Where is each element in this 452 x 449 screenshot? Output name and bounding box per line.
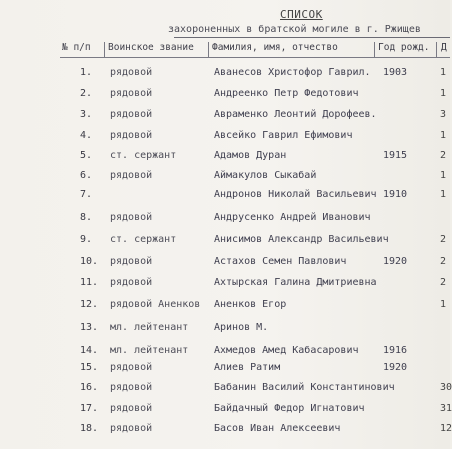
row-extra: 3 [440,109,447,120]
row-number: 12. [80,299,99,310]
row-rank: мл. лейтенант [110,345,189,356]
table-row [0,403,450,417]
row-name: Алиев Ратим [214,362,281,373]
row-extra: 1 [440,88,447,99]
table-row [0,299,450,313]
row-number: 15. [80,362,99,373]
row-name: Аненков Егор [214,299,287,310]
row-birth-year: 1920 [383,256,408,267]
row-number: 7. [80,189,93,200]
row-birth-year: 1916 [383,345,408,356]
table-row [0,345,450,359]
table-row [0,423,450,437]
row-name: Авсейко Гаврил Ефимович [214,130,353,141]
row-rank: ст. сержант [110,150,177,161]
row-number: 16. [80,382,99,393]
row-birth-year: 1903 [383,67,408,78]
header-rule [60,57,450,58]
row-number: 17. [80,403,99,414]
row-name: Басов Иван Алексеевич [214,423,341,434]
row-extra: 2 [440,234,447,245]
row-extra: 31 [440,403,452,414]
row-number: 3. [80,109,93,120]
column-header-num: № п/п [62,42,91,53]
row-name: Ахтырская Галина Дмитриевна [214,277,377,288]
column-header-rank: Воинское звание [108,42,194,53]
row-extra: 1 [440,189,447,200]
row-name: Адамов Дуран [214,150,287,161]
row-extra: 2 [440,256,447,267]
table-row [0,189,450,203]
row-name: Байдачный Федор Игнатович [214,403,365,414]
column-divider [436,42,437,58]
table-row [0,88,450,102]
column-header-name: Фамилия, имя, отчество [212,42,338,53]
row-rank: рядовой [110,423,153,434]
row-number: 10. [80,256,99,267]
row-name: Андронов Николай Васильевич [214,189,377,200]
column-divider [208,42,209,58]
row-name: Авраменко Леонтий Дорофеев. [214,109,377,120]
document-title: СПИСОК [280,8,323,21]
row-birth-year: 1910 [383,189,408,200]
row-birth-year: 1915 [383,150,408,161]
row-rank: рядовой [110,109,153,120]
table-row [0,256,450,270]
row-extra: 12 [440,423,452,434]
row-extra: 1 [440,170,447,181]
row-number: 5. [80,150,93,161]
row-number: 13. [80,322,99,333]
document-subtitle: захороненных в братской могиле в г. Ржищев [168,24,421,35]
row-name: Астахов Семен Павлович [214,256,347,267]
row-number: 8. [80,212,93,223]
row-name: Андрусенко Андрей Иванович [214,212,371,223]
row-rank: рядовой [110,256,153,267]
row-name: Андреенко Петр Федотович [214,88,359,99]
row-rank: рядовой [110,88,153,99]
row-extra: 1 [440,299,447,310]
row-number: 4. [80,130,93,141]
row-name: Аванесов Христофор Гаврил. [214,67,371,78]
row-rank: мл. лейтенант [110,322,189,333]
table-header [0,42,450,56]
table-row [0,362,450,376]
column-divider [104,42,105,58]
table-row [0,212,450,226]
column-header-extra: Д [441,42,447,53]
row-name: Бабанин Василий Константинович [214,382,395,393]
row-name: Аринов М. [214,322,269,333]
row-number: 6. [80,170,93,181]
row-number: 14. [80,345,99,356]
row-rank: рядовой [110,170,153,181]
table-row [0,130,450,144]
row-rank: рядовой [110,277,153,288]
row-extra: 2 [440,277,447,288]
row-rank: рядовой [110,130,153,141]
row-name: Аймакулов Сыкабай [214,170,317,181]
table-row [0,277,450,291]
row-number: 18. [80,423,99,434]
row-extra: 2 [440,150,447,161]
table-row [0,322,450,336]
row-name: Анисимов Александр Васильевич [214,234,389,245]
subtitle-underline [174,37,450,38]
row-rank: рядовой [110,67,153,78]
table-row [0,67,450,81]
table-row [0,150,450,164]
table-row [0,234,450,248]
row-extra: 30 [440,382,452,393]
row-extra: 1 [440,130,447,141]
row-birth-year: 1920 [383,362,408,373]
row-number: 2. [80,88,93,99]
row-rank: ст. сержант [110,234,177,245]
row-extra: 1 [440,67,447,78]
row-rank: рядовой [110,382,153,393]
row-number: 11. [80,277,99,288]
row-rank: рядовой [110,362,153,373]
row-rank: рядовой Аненков [110,299,201,310]
table-row [0,170,450,184]
column-divider [374,42,375,58]
column-header-year: Год рожд. [378,42,430,53]
row-number: 1. [80,67,93,78]
table-row [0,109,450,123]
table-row [0,382,450,396]
row-name: Ахмедов Амед Кабасарович [214,345,359,356]
row-rank: рядовой [110,212,153,223]
row-number: 9. [80,234,93,245]
row-rank: рядовой [110,403,153,414]
